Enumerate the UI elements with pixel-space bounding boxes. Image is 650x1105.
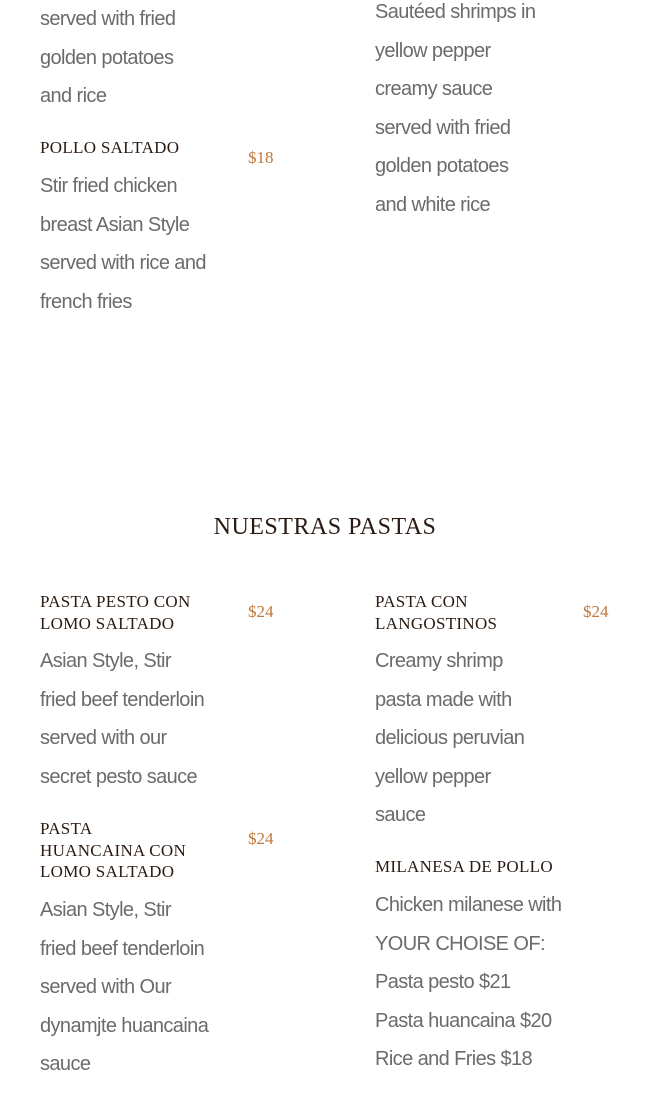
option-pasta-huancaina: Pasta huancaina $20 bbox=[375, 1009, 552, 1032]
menu-item-name-pasta-huancaina: PASTA HUANCAINA CON LOMO SALTADO bbox=[40, 819, 187, 881]
menu-item-description: Asian Style, Stir fried beef tenderloin served with our secret pesto sauce bbox=[40, 650, 205, 788]
milanesa-options bbox=[375, 886, 615, 1079]
menu-item-description: Asian Style, Stir fried beef tenderloin served with Our dynamjte huancaina sauce bbox=[40, 899, 209, 1075]
menu-item-price: $24 bbox=[583, 602, 609, 621]
menu-item-price: $24 bbox=[248, 829, 274, 848]
menu-item-name-milanesa-pollo: MILANESA DE POLLO bbox=[375, 857, 553, 876]
menu-item-price: $18 bbox=[248, 148, 274, 167]
menu-item-description: Chicken milanese with bbox=[375, 894, 562, 916]
menu-item-description: Sautéed shrimps in yellow pepper creamy sauce served with fried golden potatoes and white rice bbox=[375, 1, 536, 216]
section-title: NUESTRAS PASTAS bbox=[213, 514, 437, 540]
menu-item-name-pasta-langostinos: PASTA CON LANGOSTINOS bbox=[375, 592, 498, 633]
menu-item-description: Stir fried chicken breast Asian Style served with rice and french fries bbox=[40, 175, 206, 313]
choice-prompt: YOUR CHOISE OF: bbox=[375, 932, 545, 955]
menu-item-name-pasta-pesto: PASTA PESTO CON LOMO SALTADO bbox=[40, 592, 191, 633]
menu-item-price: $24 bbox=[248, 602, 274, 621]
menu-item-description: served with fried golden potatoes and rice bbox=[40, 8, 176, 107]
option-rice-fries: Rice and Fries $18 bbox=[375, 1048, 533, 1070]
menu-item-description: Creamy shrimp pasta made with delicious peruvian yellow pepper sauce bbox=[375, 650, 525, 826]
option-pasta-pesto: Pasta pesto $21 bbox=[375, 971, 511, 993]
menu-item-name-pollo-saltado: POLLO SALTADO bbox=[40, 138, 180, 157]
